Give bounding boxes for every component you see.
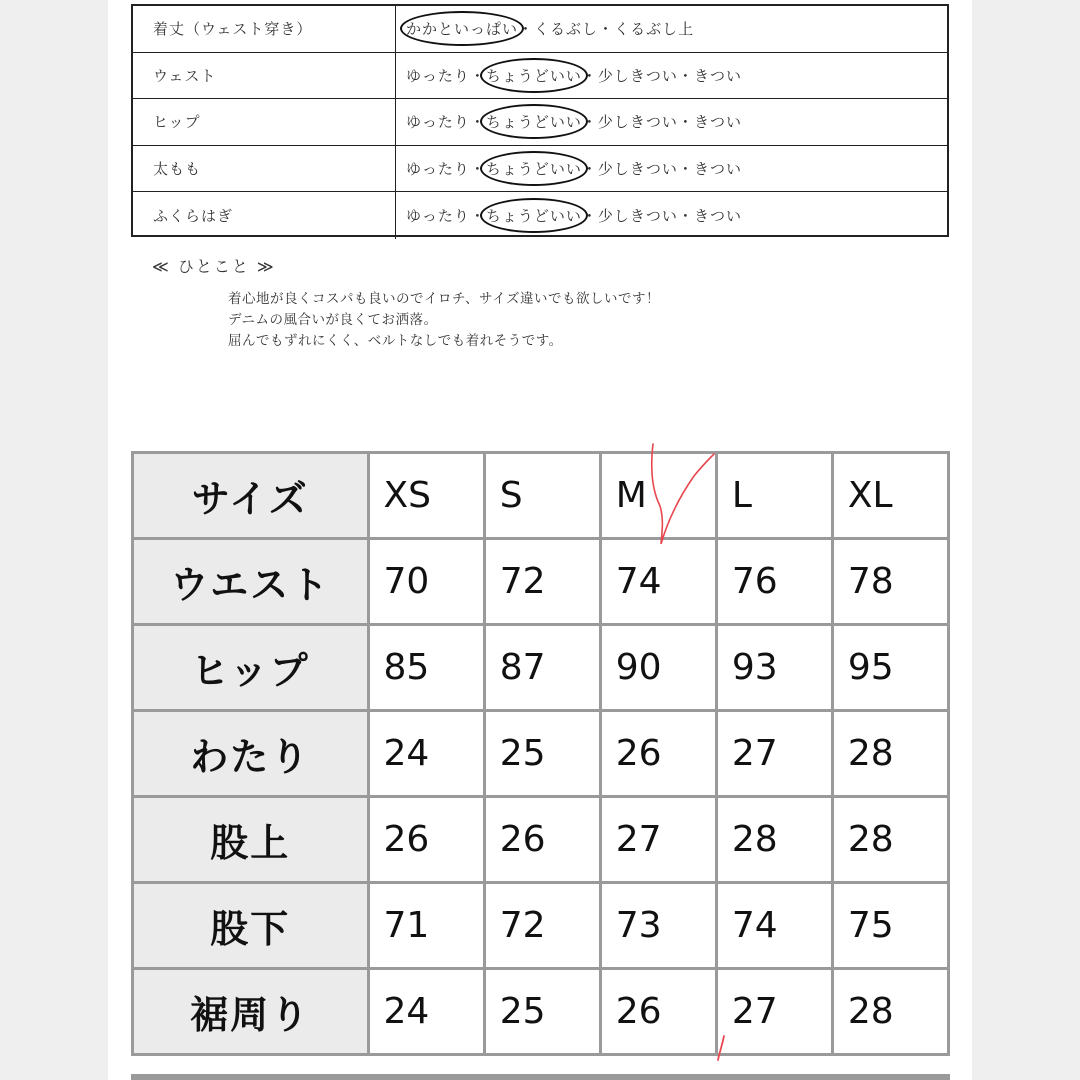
measurement-value: 85 xyxy=(368,625,484,711)
option-separator: ・ xyxy=(469,66,486,85)
fit-row xyxy=(133,192,947,239)
measurement-label: 股下 xyxy=(133,883,369,969)
measurement-value: 27 xyxy=(716,711,832,797)
size-column-header: XL xyxy=(832,453,948,539)
selected-fit-option: かかといっぱい xyxy=(406,20,519,39)
size-column-header: XS xyxy=(368,453,484,539)
fit-option: ゆったり xyxy=(406,66,470,85)
fit-option: 少しきつい xyxy=(597,66,678,85)
comment-body xyxy=(228,289,660,352)
option-separator: ・ xyxy=(677,160,694,179)
selected-fit-option: ちょうどいい xyxy=(485,66,582,85)
size-row xyxy=(133,969,949,1055)
measurement-value: 72 xyxy=(484,883,600,969)
option-separator: ・ xyxy=(581,160,598,179)
size-row xyxy=(133,711,949,797)
measurement-value: 76 xyxy=(716,539,832,625)
fit-option: ゆったり xyxy=(406,207,470,226)
selected-fit-option: ちょうどいい xyxy=(485,160,582,179)
fit-row-options xyxy=(396,53,947,99)
selected-fit-option: ちょうどいい xyxy=(485,207,582,226)
option-separator: ・ xyxy=(677,66,694,85)
measurement-label: 裾周り xyxy=(133,969,369,1055)
measurement-value: 90 xyxy=(600,625,716,711)
fit-option: きつい xyxy=(693,207,742,226)
fit-row xyxy=(133,146,947,193)
fit-option: きつい xyxy=(693,160,742,179)
fit-row xyxy=(133,6,947,53)
fit-row xyxy=(133,53,947,100)
measurement-value: 95 xyxy=(832,625,948,711)
measurement-value: 73 xyxy=(600,883,716,969)
fit-option: 少しきつい xyxy=(597,160,678,179)
measurement-value: 87 xyxy=(484,625,600,711)
measurement-value: 28 xyxy=(832,969,948,1055)
fit-option: 少しきつい xyxy=(597,113,678,132)
size-row xyxy=(133,883,949,969)
option-separator: ・ xyxy=(581,113,598,132)
size-header-label: サイズ xyxy=(133,453,369,539)
measurement-label: わたり xyxy=(133,711,369,797)
measurement-value: 75 xyxy=(832,883,948,969)
comment-line: 屈んでもずれにくく、ベルトなしでも着れそうです。 xyxy=(228,333,563,349)
measurement-value: 26 xyxy=(484,797,600,883)
fit-option: くるぶし上 xyxy=(614,20,695,39)
measurement-value: 26 xyxy=(368,797,484,883)
fit-row-label: ウェスト xyxy=(133,53,396,99)
measurement-value: 72 xyxy=(484,539,600,625)
option-separator: ・ xyxy=(598,20,615,39)
measurement-value: 24 xyxy=(368,711,484,797)
fit-option: ゆったり xyxy=(406,160,470,179)
measurement-value: 28 xyxy=(832,711,948,797)
size-row xyxy=(133,625,949,711)
measurement-value: 25 xyxy=(484,969,600,1055)
fit-evaluation-table xyxy=(131,4,949,237)
measurement-value: 74 xyxy=(716,883,832,969)
size-row xyxy=(133,539,949,625)
fit-option: くるぶし xyxy=(534,20,599,39)
fit-option: 少しきつい xyxy=(597,207,678,226)
option-separator: ・ xyxy=(581,66,598,85)
fit-row-options xyxy=(396,192,947,239)
option-separator: ・ xyxy=(581,207,598,226)
comment-heading: ≪ ひとこと ≫ xyxy=(152,257,276,276)
fit-row-options xyxy=(396,99,947,145)
measurement-label: ヒップ xyxy=(133,625,369,711)
size-row xyxy=(133,797,949,883)
measurement-value: 78 xyxy=(832,539,948,625)
option-separator: ・ xyxy=(469,113,486,132)
measurement-label: 股上 xyxy=(133,797,369,883)
size-column-header: S xyxy=(484,453,600,539)
selected-fit-option: ちょうどいい xyxy=(485,113,582,132)
measurement-value: 27 xyxy=(716,969,832,1055)
measurement-value: 25 xyxy=(484,711,600,797)
fit-row-options xyxy=(396,6,947,52)
fit-row-options xyxy=(396,146,947,192)
size-header-row xyxy=(133,453,949,539)
fit-row-label: ヒップ xyxy=(133,99,396,145)
fit-option: ゆったり xyxy=(406,113,470,132)
fit-option: きつい xyxy=(693,66,742,85)
measurement-value: 26 xyxy=(600,711,716,797)
measurement-value: 70 xyxy=(368,539,484,625)
size-column-header: L xyxy=(716,453,832,539)
option-separator: ・ xyxy=(469,160,486,179)
measurement-label: ウエスト xyxy=(133,539,369,625)
option-separator: ・ xyxy=(469,207,486,226)
size-column-header: M xyxy=(600,453,716,539)
fit-row xyxy=(133,99,947,146)
fit-row-label: 太もも xyxy=(133,146,396,192)
measurement-value: 74 xyxy=(600,539,716,625)
comment-line: デニムの風合いが良くてお洒落。 xyxy=(228,312,438,328)
fit-option: きつい xyxy=(693,113,742,132)
measurement-value: 28 xyxy=(716,797,832,883)
option-separator: ・ xyxy=(677,113,694,132)
comment-line: 着心地が良くコスパも良いのでイロチ、サイズ違いでも欲しいです！ xyxy=(228,291,660,307)
measurement-value: 27 xyxy=(600,797,716,883)
option-separator: ・ xyxy=(518,20,535,39)
measurement-value: 28 xyxy=(832,797,948,883)
measurement-value: 71 xyxy=(368,883,484,969)
size-chart-table xyxy=(131,451,950,1056)
fit-row-label: ふくらはぎ xyxy=(133,192,396,239)
fit-row-label: 着丈（ウェスト穿き） xyxy=(133,6,396,52)
measurement-value: 26 xyxy=(600,969,716,1055)
measurement-value: 24 xyxy=(368,969,484,1055)
option-separator: ・ xyxy=(677,207,694,226)
measurement-value: 93 xyxy=(716,625,832,711)
table-bottom-border xyxy=(131,1074,950,1080)
